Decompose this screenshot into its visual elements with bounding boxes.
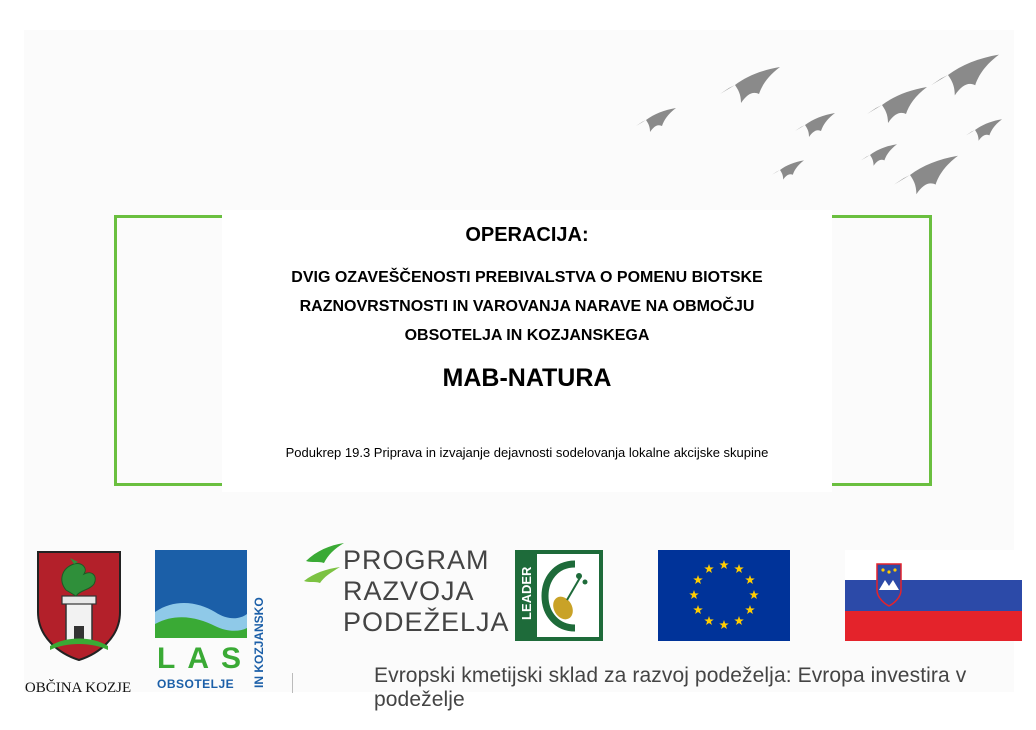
swallow-icon (867, 87, 927, 123)
swallow-icon (931, 55, 999, 96)
las-kozjansko: IN KOZJANSKO (252, 597, 266, 688)
leader-text: LEADER (519, 566, 534, 620)
las-obsotelje: OBSOTELJE (157, 677, 235, 691)
swallow-icon (636, 108, 676, 132)
kozje-label: OBČINA KOZJE (24, 680, 132, 696)
eafrd-slogan: Evropski kmetijski sklad za razvoj podeželja: Evropa investira v podeželje (374, 664, 967, 711)
swallow-icon (861, 144, 897, 166)
slovenian-flag-icon (845, 550, 1022, 641)
frame-bracket-right (832, 215, 932, 486)
swallows-illustration (620, 30, 1020, 200)
las-text: LAS (157, 642, 253, 675)
operation-box (222, 210, 832, 492)
swallow-icon (966, 119, 1002, 141)
leader-logo (515, 550, 603, 641)
swallow-icon (894, 156, 958, 194)
swallow-icon (720, 67, 780, 103)
swallow-icon (772, 160, 804, 179)
operation-label: OPERACIJA: (465, 224, 589, 246)
divider (292, 673, 293, 693)
program-text: PROGRAM RAZVOJA PODEŽELJA (343, 545, 510, 637)
eu-flag-icon (658, 550, 790, 641)
operation-name: MAB-NATURA (442, 364, 612, 392)
submeasure-text: Podukrep 19.3 Priprava in izvajanje dejavnosti sodelovanja lokalne akcijske skupine (285, 445, 769, 460)
frame-bracket-left (114, 215, 222, 486)
coat-of-arms-icon (36, 550, 122, 662)
operation-title: DVIG OZAVEŠČENOSTI PREBIVALSTVA O POMENU BIOTSKE RAZNOVRSTNOSTI IN VAROVANJA NARAVE NA OBMOČJU OBSOTELJA IN KOZJANSKEGA (291, 269, 763, 344)
las-logo (155, 550, 267, 692)
swallow-icon (300, 535, 348, 587)
swallow-icon (795, 113, 835, 137)
